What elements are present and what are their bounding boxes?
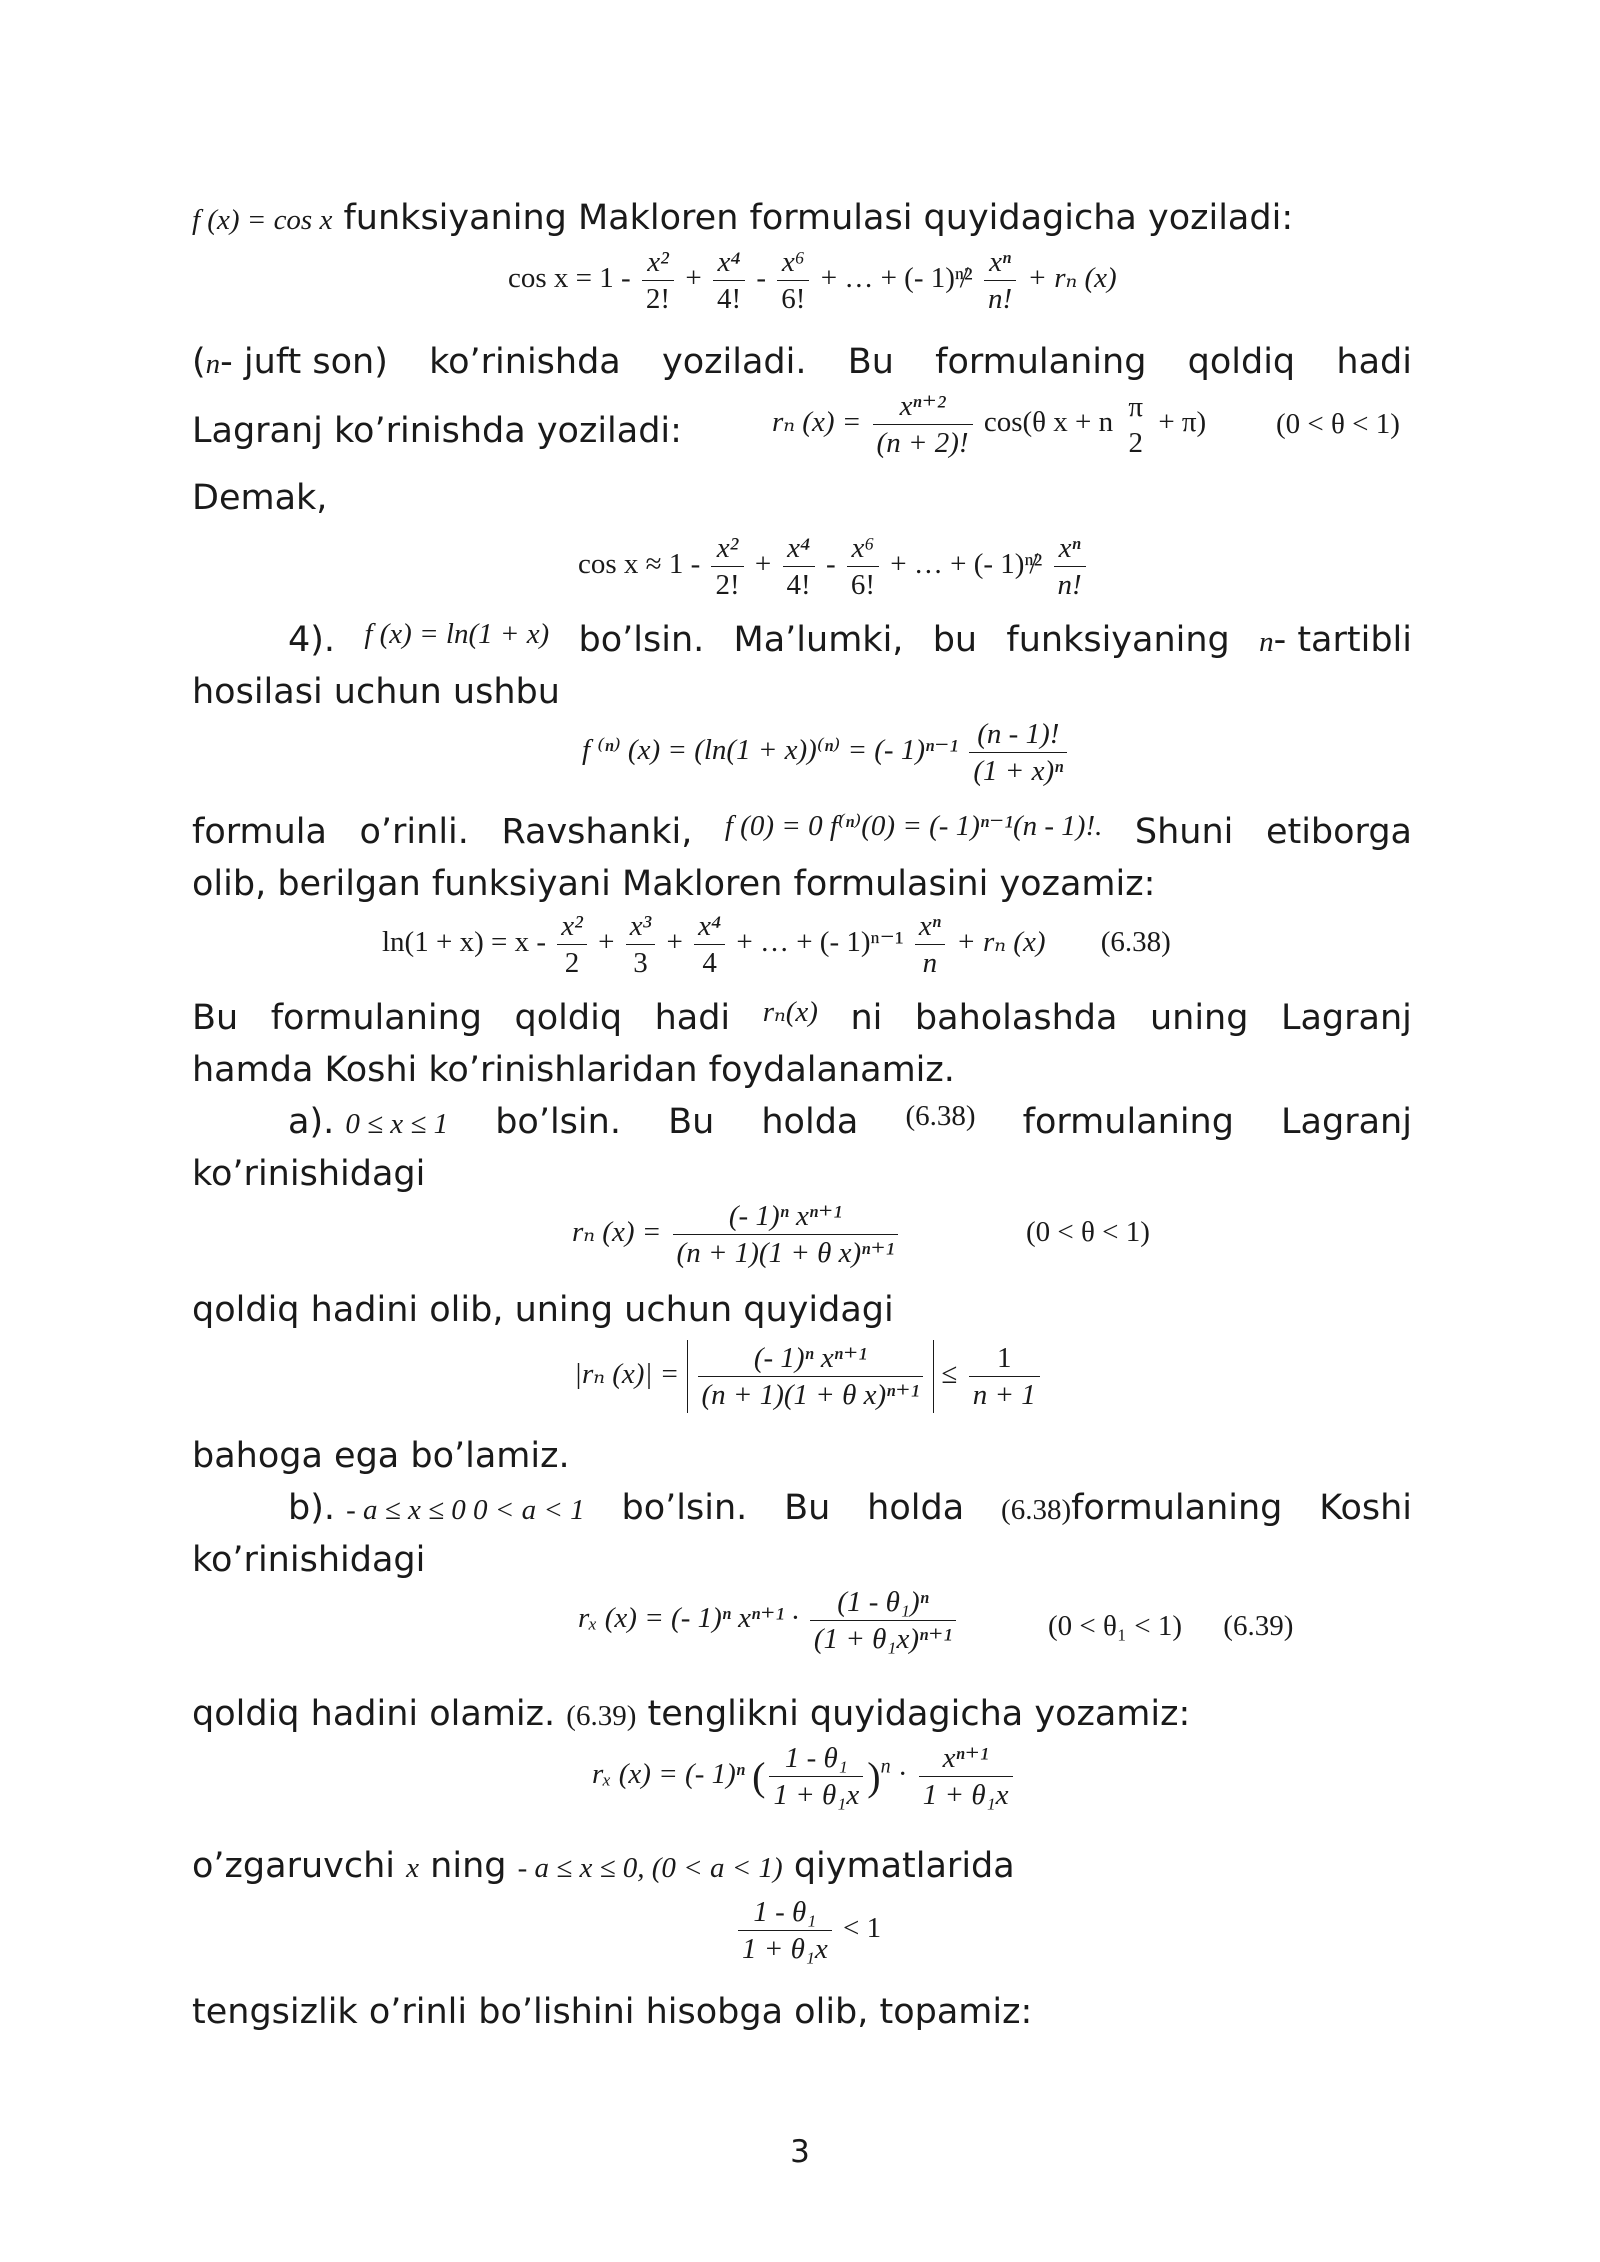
- line-8: olib, berilgan funksiyani Makloren formulasini yozamiz:: [192, 864, 1156, 904]
- line-1: [192, 192, 1412, 244]
- equation-estimate: |rₙ (x)| = $\frac{\text{(- 1)ⁿ xⁿ⁺¹}}{\text{(n + 1)(1 + θ x)ⁿ⁺¹}}$ ≤ $\frac{1}{n + 1}$: [574, 1340, 1044, 1413]
- fraction: $\frac{(n - 1)!}{\text{(1 + x)ⁿ}}$: [969, 716, 1067, 789]
- line-19: tengsizlik o’rinli bo’lishini hisobga olib, topamiz:: [192, 1992, 1033, 2032]
- fraction: $\frac{1}{n + 1}$: [969, 1340, 1040, 1413]
- fraction: $\frac{\text{x²}}{2!}$: [642, 244, 674, 317]
- line-18: o’zgaruvchi x ning - a ≤ x ≤ 0, (0 < a < 1) qiymatlarida: [192, 1846, 1015, 1886]
- fraction: $\frac{\text{xⁿ}}{n!}$: [1054, 530, 1086, 603]
- fraction: $\frac{\text{x⁴}}{4!}$: [713, 244, 745, 317]
- equation-lagrange-remainder: rₙ (x) = $\frac{\text{xⁿ⁺²}}{(n + 2)!}$ cos(θ x + n π 2 + π): [772, 390, 1207, 459]
- fraction: $\frac{\text{x³}}{3}$: [626, 908, 656, 981]
- fraction: $\frac{\text{x⁶}}{6!}$: [777, 244, 809, 317]
- fraction: $\frac{\text{x⁴}}{4}$: [694, 908, 725, 981]
- fraction: $\frac{\text{x²}}{2!}$: [711, 530, 743, 603]
- fraction: $\frac{\text{1 - θ₁}}{\text{1 + θ₁x}}$: [769, 1740, 863, 1813]
- line-9: Bu formulaning qoldiq hadi rₙ(x) ni baholashda uning Lagranj: [192, 996, 1412, 1038]
- equation-cauchy-remainder: rₓ (x) = (- 1)ⁿ xⁿ⁺¹ · $\frac{\text{(1 - θ₁)ⁿ}}{\text{(1 + θ₁x)ⁿ⁺¹}}$: [578, 1584, 960, 1657]
- fraction: $\frac{\text{xⁿ}}{n}$: [915, 908, 945, 981]
- text: funksiyaning Makloren formulasi quyidagicha yoziladi:: [343, 198, 1294, 238]
- line-13: qoldiq hadini olib, uning uchun quyidagi: [192, 1290, 894, 1330]
- fraction: $\frac{\text{xⁿ⁺¹}}{\text{1 + θ₁x}}$: [919, 1740, 1013, 1813]
- line-2: (n- juft son) ko’rinishda yoziladi. Bu formulaning qoldiq hadi: [192, 342, 1412, 382]
- line-4: Demak,: [192, 478, 328, 518]
- line-14: bahoga ega bo’lamiz.: [192, 1436, 570, 1476]
- line-11: a). 0 ≤ x ≤ 1 bo’lsin. Bu holda (6.38) formulaning Lagranj: [288, 1100, 1412, 1142]
- fraction: π 2: [1128, 390, 1144, 459]
- condition-theta: (0 < θ < 1): [1276, 408, 1400, 440]
- fraction: $\frac{\text{(- 1)ⁿ xⁿ⁺¹}}{\text{(n + 1)(1 + θ x)ⁿ⁺¹}}$: [698, 1340, 924, 1413]
- page-number: 3: [790, 2134, 810, 2170]
- line-17: qoldiq hadini olamiz. (6.39) tenglikni quyidagicha yozamiz:: [192, 1694, 1191, 1734]
- fraction: $\frac{\text{x⁴}}{4!}$: [783, 530, 815, 603]
- equation-cos-approx: cos x ≈ 1 - $\frac{\text{x²}}{2!}$ + $\frac{\text{x⁴}}{4!}$ - $\frac{\text{x⁶}}{6!}$ + … + (- 1)ⁿ̸² $\frac{\text{xⁿ}}{n!}$: [578, 530, 1090, 603]
- equation-ln-maclaurin: ln(1 + x) = x - $\frac{\text{x²}}{2}$ + $\frac{\text{x³}}{3}$ + $\frac{\text{x⁴}}{4}$ + … + (- 1)ⁿ⁻¹ $\frac{\text{xⁿ}}{n}$ + rₙ (x) (6.38): [382, 910, 1171, 979]
- line-7: formula o’rinli. Ravshanki, f (0) = 0 f⁽ⁿ⁾(0) = (- 1)ⁿ⁻¹(n - 1)!. Shuni etiborga: [192, 810, 1412, 852]
- equation-number: (6.38): [1100, 926, 1171, 959]
- line-5: 4). f (x) = ln(1 + x) bo’lsin. Ma’lumki, bu funksiyaning n- tartibli: [288, 618, 1412, 660]
- inequality: $\frac{\text{1 - θ₁}}{\text{1 + θ₁x}}$ < 1: [734, 1894, 881, 1967]
- line-10: hamda Koshi ko’rinishlaridan foydalanamiz.: [192, 1050, 955, 1090]
- line-3: Lagranj ko’rinishda yoziladi:: [192, 411, 682, 451]
- fraction: $\frac{\text{x²}}{2}$: [557, 908, 587, 981]
- line-15: b). - a ≤ x ≤ 0 0 < a < 1 bo’lsin. Bu holda (6.38)formulaning Koshi: [288, 1488, 1412, 1528]
- condition-theta1: (0 < θ₁ < 1) (6.39): [1048, 1610, 1294, 1642]
- equation-nth-derivative: f ⁽ⁿ⁾ (x) = (ln(1 + x))⁽ⁿ⁾ = (- 1)ⁿ⁻¹ $\frac{(n - 1)!}{\text{(1 + x)ⁿ}}$: [582, 716, 1071, 789]
- equation-lagrange-ln: rₙ (x) = $\frac{\text{(- 1)ⁿ xⁿ⁺¹}}{\text{(n + 1)(1 + θ x)ⁿ⁺¹}}$: [572, 1198, 902, 1271]
- eq-lhs: cos x = 1 -: [508, 262, 631, 295]
- line-12: ko’rinishidagi: [192, 1154, 426, 1194]
- condition-theta: (0 < θ < 1): [1026, 1216, 1150, 1248]
- line-6: hosilasi uchun ushbu: [192, 672, 560, 712]
- equation-cos-maclaurin: cos x = 1 - $\frac{\text{x²}}{2!}$ + $\frac{\text{x⁴}}{4!}$ - $\frac{\text{x⁶}}{6!}$ + … + (- 1)ⁿ̸² $\frac{\text{xⁿ}}{n!}$ + rₙ (x): [508, 246, 1117, 315]
- equation-rewritten: rₓ (x) = (- 1)ⁿ ( $\frac{\text{1 - θ₁}}{\text{1 + θ₁x}}$ )$^n$ · $\frac{\text{xⁿ⁺¹}}{\text{1 + θ₁x}}$: [592, 1740, 1017, 1813]
- fraction: $\frac{\text{(1 - θ₁)ⁿ}}{\text{(1 + θ₁x)ⁿ⁺¹}}$: [810, 1584, 956, 1657]
- absolute-value: [687, 1340, 935, 1413]
- fraction: $\frac{\text{x⁶}}{6!}$: [847, 530, 879, 603]
- fraction: $\frac{\text{1 - θ₁}}{\text{1 + θ₁x}}$: [738, 1894, 832, 1967]
- equation-number: (6.39): [1223, 1610, 1294, 1642]
- fraction: $\frac{\text{xⁿ⁺²}}{(n + 2)!}$: [873, 388, 973, 461]
- line-16: ko’rinishidagi: [192, 1540, 426, 1580]
- fraction: $\frac{\text{(- 1)ⁿ xⁿ⁺¹}}{\text{(n + 1)(1 + θ x)ⁿ⁺¹}}$: [673, 1198, 899, 1271]
- fraction: $\frac{\text{xⁿ}}{n!}$: [984, 244, 1016, 317]
- math-f-cos: f (x) = cos x: [192, 204, 333, 236]
